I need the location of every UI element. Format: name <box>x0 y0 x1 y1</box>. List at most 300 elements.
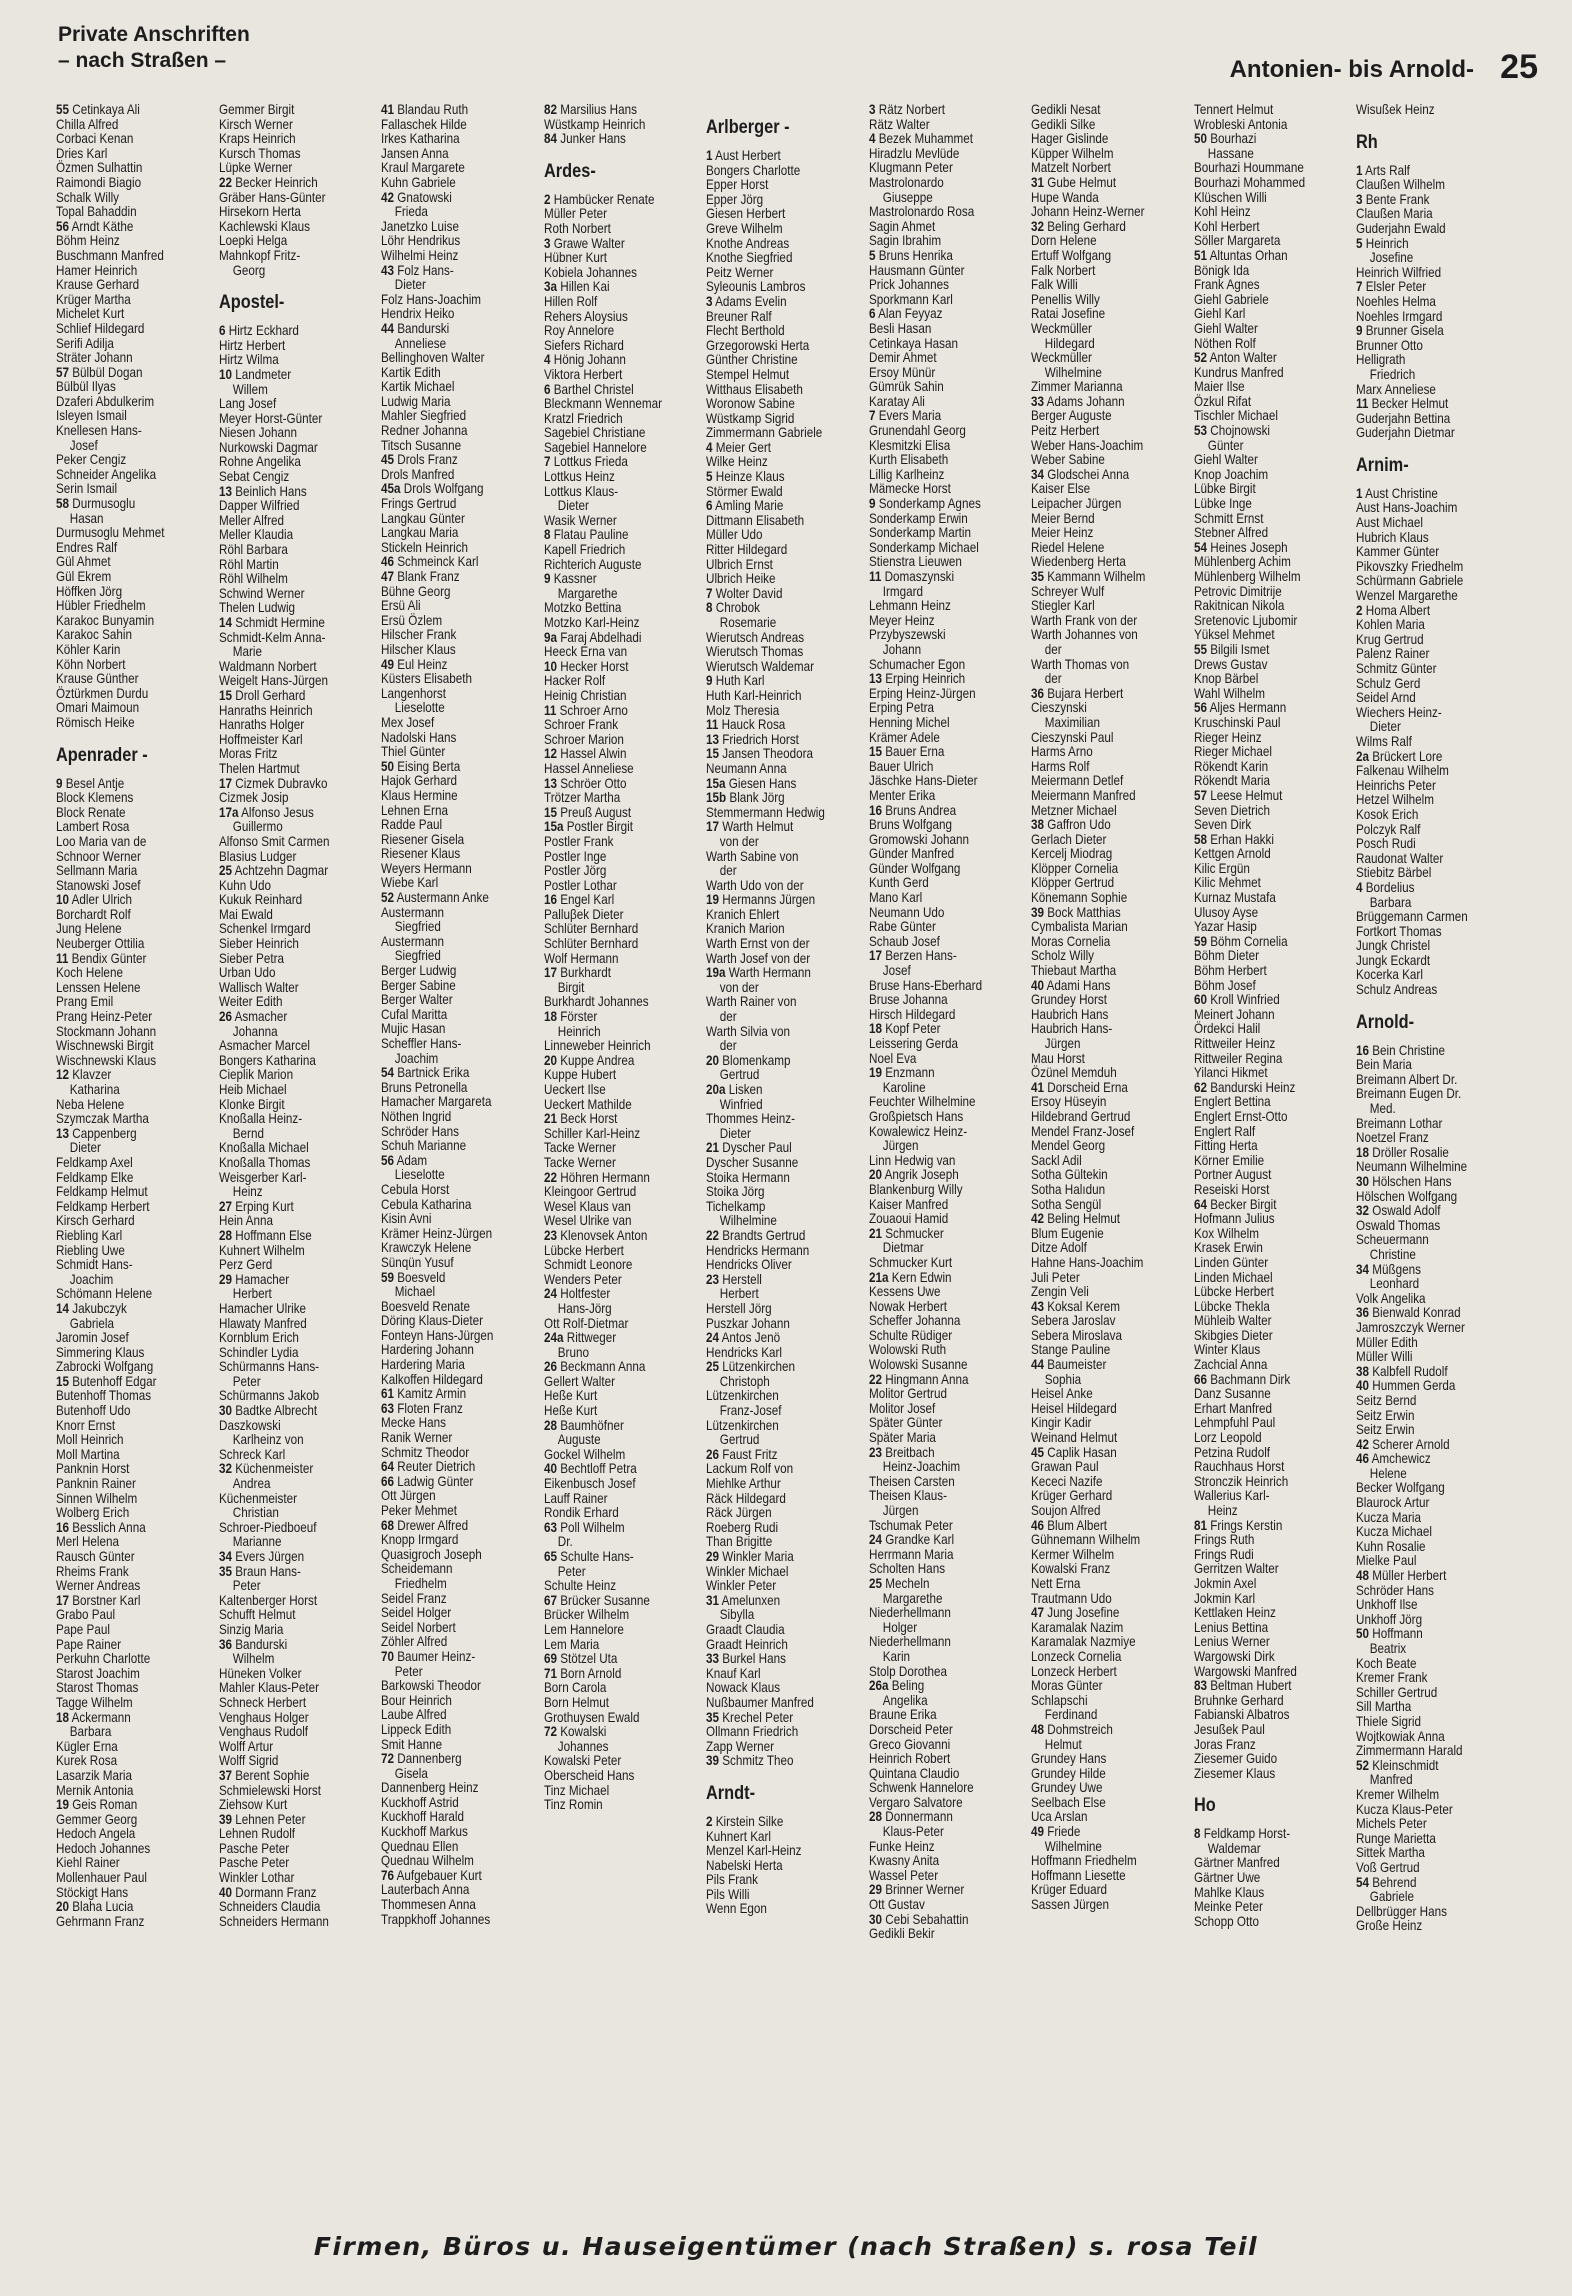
resident-entry: Neumann Wilhelmine <box>1356 1159 1468 1175</box>
resident-entry: 22 Hingmann Anna <box>869 1371 969 1387</box>
resident-entry: Englert Ralf <box>1194 1123 1256 1139</box>
resident-entry: Sieber Petra <box>219 950 284 966</box>
resident-entry: Kurth Elisabeth <box>869 452 949 468</box>
house-number: 20 <box>869 1167 883 1183</box>
house-number: 13 <box>544 775 558 791</box>
resident-entry: Epper Jörg <box>706 191 764 207</box>
resident-entry: 31 Amelunxen <box>706 1592 781 1608</box>
house-number: 5 <box>1356 235 1363 251</box>
resident-entry: 40 Bechtloff Petra <box>544 1461 637 1477</box>
resident-entry: Kermer Wilhelm <box>1031 1546 1115 1562</box>
resident-entry: Kratzl Friedrich <box>544 410 623 426</box>
resident-entry: Warth Rainer von <box>706 994 797 1010</box>
house-number: 3 <box>706 293 713 309</box>
resident-entry: Hamacher Margareta <box>381 1094 492 1110</box>
resident-entry: 51 Altuntas Orhan <box>1194 247 1288 263</box>
entry-continuation: Winfried <box>719 1096 763 1112</box>
resident-entry: 48 Dohmstreich <box>1031 1721 1113 1737</box>
resident-entry: 46 Amchewicz <box>1356 1451 1431 1467</box>
resident-entry: Riebling Karl <box>56 1227 123 1243</box>
entry-continuation: Dieter <box>719 1125 751 1141</box>
resident-entry: Wrobleski Antonia <box>1194 116 1288 132</box>
resident-entry: Tinz Michael <box>544 1782 610 1798</box>
resident-entry: Kleingoor Gertrud <box>544 1184 637 1200</box>
resident-entry: 55 Bilgili Ismet <box>1194 641 1270 657</box>
resident-entry: Winter Klaus <box>1194 1342 1261 1358</box>
resident-entry: Hamer Heinrich <box>56 262 138 278</box>
resident-entry: Kirsch Werner <box>219 116 293 132</box>
entry-continuation: Guillermo <box>232 819 283 835</box>
resident-entry: Postler Inge <box>544 848 607 864</box>
resident-entry: Kammer Günter <box>1356 544 1440 560</box>
resident-entry: Linden Michael <box>1194 1269 1273 1285</box>
resident-entry: Molitor Gertrud <box>869 1386 947 1402</box>
resident-entry: 40 Hummen Gerda <box>1356 1378 1456 1394</box>
resident-entry: Ditze Adolf <box>1031 1240 1087 1256</box>
resident-entry: Hendricks Karl <box>706 1344 783 1360</box>
house-number: 23 <box>869 1444 883 1460</box>
resident-entry: 24 Antos Jenö <box>706 1330 781 1346</box>
resident-entry: Kalkoffen Hildegard <box>381 1371 483 1387</box>
house-number: 24 <box>706 1330 720 1346</box>
resident-entry: Riedel Helene <box>1031 539 1105 555</box>
resident-entry: Schmitz Günter <box>1356 661 1437 676</box>
resident-entry: Rittweiler Heinz <box>1194 1036 1276 1051</box>
resident-entry: Borchardt Rolf <box>56 906 131 922</box>
house-number: 46 <box>381 554 395 570</box>
house-number: 67 <box>544 1592 558 1608</box>
resident-entry: 12 Klavzer <box>56 1067 112 1083</box>
resident-entry: Söller Margareta <box>1194 233 1281 249</box>
resident-entry: 38 Kalbfell Rudolf <box>1356 1363 1448 1379</box>
resident-entry: Burkhardt Johannes <box>544 994 649 1010</box>
house-number: 6 <box>219 323 226 339</box>
resident-entry: Meiermann Manfred <box>1031 787 1136 803</box>
resident-entry: Postler Lothar <box>544 877 617 893</box>
resident-entry: 50 Hoffmann <box>1356 1626 1423 1642</box>
resident-entry: Müller Edith <box>1356 1334 1418 1350</box>
resident-entry: Uca Arslan <box>1031 1809 1088 1825</box>
resident-entry: Sotha Gültekin <box>1031 1167 1108 1183</box>
house-number: 25 <box>219 863 233 879</box>
resident-entry: Schroer Frank <box>544 717 619 733</box>
house-number: 13 <box>706 731 720 747</box>
entry-continuation: von der <box>719 979 759 995</box>
resident-entry: 58 Durmusoglu <box>56 496 136 512</box>
resident-entry: Später Maria <box>869 1430 936 1446</box>
resident-entry: Lützenkirchen <box>706 1417 779 1433</box>
house-number: 65 <box>544 1549 558 1564</box>
resident-entry: Viktora Herbert <box>544 366 623 382</box>
resident-entry: Knothe Andreas <box>706 235 790 251</box>
entry-continuation: Hasan <box>69 510 104 526</box>
resident-entry: Bongers Katharina <box>219 1052 316 1068</box>
resident-entry: Daszkowski <box>219 1417 281 1433</box>
house-number: 31 <box>1031 174 1045 190</box>
resident-entry: Hübner Kurt <box>544 250 608 266</box>
resident-entry: Ziesemer Guido <box>1194 1751 1278 1767</box>
resident-entry: Rieger Michael <box>1194 744 1272 760</box>
entry-continuation: Helene <box>1369 1465 1407 1481</box>
house-number: 82 <box>544 103 558 117</box>
resident-entry: Schreck Karl <box>219 1446 286 1462</box>
resident-entry: Breimann Lothar <box>1356 1115 1443 1131</box>
house-number: 51 <box>1194 247 1208 263</box>
resident-entry: Ott Rolf-Dietmar <box>544 1315 629 1331</box>
house-number: 26 <box>219 1009 233 1025</box>
resident-entry: Grunendahl Georg <box>869 423 966 439</box>
resident-entry: Kirsch Gerhard <box>56 1213 135 1229</box>
resident-entry: 83 Beltman Hubert <box>1194 1678 1292 1694</box>
entry-continuation: der <box>1044 671 1062 687</box>
street-heading: Apostel- <box>219 292 285 314</box>
resident-entry: 24 Holtfester <box>544 1286 611 1302</box>
resident-entry: Ersü Ali <box>381 598 421 614</box>
resident-entry: 34 Evers Jürgen <box>219 1549 305 1564</box>
house-number: 54 <box>381 1065 395 1081</box>
resident-entry: Englert Bettina <box>1194 1094 1271 1110</box>
resident-entry: Gemmer Georg <box>56 1811 138 1827</box>
resident-entry: Hausmann Günter <box>869 262 965 278</box>
resident-entry: Knop Bärbel <box>1194 671 1259 687</box>
house-number: 66 <box>381 1473 395 1489</box>
resident-entry: Cieszynski <box>1031 700 1087 716</box>
resident-entry: 2 Kirstein Silke <box>706 1813 784 1829</box>
resident-entry: Wüstkamp Heinrich <box>544 116 646 132</box>
house-number: 14 <box>219 615 233 630</box>
resident-entry: Gellert Walter <box>544 1373 616 1389</box>
resident-entry: 25 Achtzehn Dagmar <box>219 863 329 879</box>
resident-entry: Sittek Martha <box>1356 1845 1425 1861</box>
resident-entry: Lillig Karlheinz <box>869 466 945 482</box>
resident-entry: Wierutsch Thomas <box>706 644 804 660</box>
resident-entry: Sotha Sengül <box>1031 1196 1102 1212</box>
resident-entry: Ziesemer Klaus <box>1194 1765 1276 1781</box>
resident-entry: 17 Warth Helmut <box>706 819 794 835</box>
house-number: 17 <box>706 819 720 835</box>
resident-entry: Peitz Werner <box>706 264 774 280</box>
resident-entry: Seitz Erwin <box>1356 1407 1415 1423</box>
resident-entry: 4 Bordelius <box>1356 879 1415 895</box>
resident-entry: Merl Helena <box>56 1534 120 1550</box>
entry-continuation: Holger <box>882 1619 918 1635</box>
house-number: 15 <box>869 744 883 760</box>
house-number: 22 <box>706 1227 720 1243</box>
resident-entry: Hager Gislinde <box>1031 131 1109 147</box>
resident-entry: Stebner Alfred <box>1194 525 1269 541</box>
resident-entry: Penellis Willy <box>1031 291 1100 307</box>
resident-entry: 10 Landmeter <box>219 366 292 382</box>
resident-entry: Frings Gertrud <box>381 496 457 512</box>
resident-entry: Kisin Avni <box>381 1211 432 1227</box>
resident-entry: Gül Ahmet <box>56 554 111 570</box>
resident-entry: Warth Sabine von <box>706 848 799 864</box>
resident-entry: Theisen Carsten <box>869 1473 955 1489</box>
resident-entry: Bruhnke Gerhard <box>1194 1692 1284 1708</box>
resident-entry: 36 Bujara Herbert <box>1031 685 1124 701</box>
resident-entry: Titsch Susanne <box>381 437 462 453</box>
house-number: 17 <box>869 948 883 964</box>
resident-entry: Greco Giovanni <box>869 1736 951 1752</box>
resident-entry: Stolp Dorothea <box>869 1663 947 1679</box>
resident-entry: Sünqün Yusuf <box>381 1254 454 1270</box>
resident-entry: 49 Friede <box>1031 1824 1081 1840</box>
resident-entry: 52 Kleinschmidt <box>1356 1757 1439 1773</box>
resident-entry: Koch Beate <box>1356 1655 1417 1671</box>
resident-entry: Krüger Eduard <box>1031 1882 1108 1898</box>
entry-continuation: Klaus-Peter <box>882 1824 944 1840</box>
street-heading: Ardes- <box>544 160 596 182</box>
resident-entry: Nurkowski Dagmar <box>219 439 318 455</box>
resident-entry: 46 Blum Albert <box>1031 1517 1108 1533</box>
resident-entry: Trötzer Martha <box>544 790 621 806</box>
street-heading: Arlberger - <box>706 117 790 138</box>
resident-entry: Yilanci Hikmet <box>1194 1065 1268 1081</box>
resident-entry: Ollmann Friedrich <box>706 1724 799 1740</box>
resident-entry: Theisen Klaus- <box>869 1488 947 1504</box>
resident-entry: Kettlaken Heinz <box>1194 1605 1276 1621</box>
resident-entry: Sträter Johann <box>56 350 133 366</box>
entry-continuation: Dr. <box>557 1534 573 1550</box>
house-number: 46 <box>1031 1517 1045 1533</box>
resident-entry: 40 Dormann Franz <box>219 1884 317 1900</box>
resident-entry: 9 Kassner <box>544 571 597 587</box>
resident-entry: Heinrichs Peter <box>1356 777 1436 793</box>
resident-entry: Gühnemann Wilhelm <box>1031 1532 1141 1548</box>
resident-entry: Lang Josef <box>219 396 277 412</box>
house-number: 9 <box>1356 323 1363 339</box>
house-number: 36 <box>219 1636 233 1652</box>
resident-entry: Wolff Artur <box>219 1738 274 1754</box>
resident-entry: 71 Born Arnold <box>544 1665 622 1681</box>
resident-entry: 22 Brandts Gertrud <box>706 1227 806 1243</box>
resident-entry: Grabo Paul <box>56 1607 116 1623</box>
resident-entry: Große Heinz <box>1356 1918 1423 1934</box>
house-number: 12 <box>544 746 558 762</box>
resident-entry: Fabianski Albatros <box>1194 1707 1290 1723</box>
resident-entry: Zimmermann Gabriele <box>706 425 823 441</box>
resident-entry: Lehmann Heinz <box>869 598 951 614</box>
resident-entry: Funke Heinz <box>869 1838 935 1854</box>
resident-entry: Polczyk Ralf <box>1356 821 1421 837</box>
resident-entry: 2 Hambücker Renate <box>544 191 655 207</box>
resident-entry: Graadt Heinrich <box>706 1636 788 1652</box>
resident-entry: 39 Bock Matthias <box>1031 904 1121 920</box>
house-number: 39 <box>219 1811 233 1827</box>
house-number: 35 <box>1031 569 1045 584</box>
resident-entry: Seitz Bernd <box>1356 1392 1417 1408</box>
entry-continuation: Johannes <box>557 1738 609 1754</box>
entry-continuation: der <box>1044 641 1062 657</box>
house-number: 63 <box>544 1519 558 1535</box>
resident-entry: Schmidt Leonore <box>544 1257 633 1273</box>
resident-entry: Boesveld Renate <box>381 1298 471 1314</box>
resident-entry: Schulz Gerd <box>1356 675 1421 691</box>
resident-entry: Weber Hans-Joachim <box>1031 437 1144 453</box>
resident-entry: Trautmann Udo <box>1031 1590 1112 1606</box>
resident-entry: Austermann <box>381 933 445 949</box>
house-number: 31 <box>706 1592 720 1608</box>
resident-entry: Scheffer Johanna <box>869 1313 961 1329</box>
entry-continuation: Christoph <box>719 1373 770 1389</box>
resident-entry: Weiter Edith <box>219 994 283 1010</box>
resident-entry: Prang Emil <box>56 994 114 1010</box>
resident-entry: Ördekci Halil <box>1194 1021 1261 1037</box>
resident-entry: Klüschen Willi <box>1194 189 1267 205</box>
house-number: 12 <box>56 1067 70 1083</box>
resident-entry: Öztürkmen Durdu <box>56 685 149 701</box>
house-number: 33 <box>706 1651 720 1667</box>
resident-entry: Gedikli Nesat <box>1031 103 1101 117</box>
resident-entry: Rabe Günter <box>869 919 936 935</box>
resident-entry: Cufal Maritta <box>381 1006 448 1022</box>
resident-entry: 7 Elsler Peter <box>1356 279 1427 295</box>
house-number: 9 <box>706 673 713 689</box>
resident-entry: Gehrmann Franz <box>56 1913 145 1929</box>
house-number: 49 <box>381 656 395 672</box>
resident-entry: Wischnewski Birgit <box>56 1038 154 1054</box>
house-number: 58 <box>56 496 70 512</box>
resident-entry: Venghaus Holger <box>219 1709 309 1725</box>
house-number: 71 <box>544 1665 558 1681</box>
resident-entry: 33 Adams Johann <box>1031 393 1125 409</box>
resident-entry: Ulbrich Heike <box>706 571 776 587</box>
resident-entry: Michelet Kurt <box>56 306 125 322</box>
resident-entry: Graadt Claudia <box>706 1621 785 1637</box>
resident-entry: 1 Aust Herbert <box>706 148 781 163</box>
resident-entry: Tacke Werner <box>544 1154 616 1170</box>
resident-entry: Mendel Franz-Josef <box>1031 1123 1135 1139</box>
resident-entry: Folz Hans-Joachim <box>381 291 482 307</box>
resident-entry: Stiegler Karl <box>1031 598 1095 614</box>
entry-continuation: Hildegard <box>1044 335 1095 351</box>
resident-entry: Neba Helene <box>56 1096 125 1112</box>
resident-entry: 6 Barthel Christel <box>544 381 634 397</box>
resident-entry: 13 Cappenberg <box>56 1125 137 1141</box>
resident-entry: Gerlach Dieter <box>1031 831 1107 847</box>
entry-continuation: Gabriele <box>1369 1889 1414 1905</box>
resident-entry: Kucza Maria <box>1356 1509 1421 1525</box>
resident-entry: Ott Gustav <box>869 1897 925 1913</box>
entry-continuation: Josefine <box>1369 250 1414 266</box>
resident-entry: Kobiela Johannes <box>544 264 637 280</box>
entry-continuation: Peter <box>557 1563 586 1579</box>
resident-entry: Linden Günter <box>1194 1254 1269 1270</box>
resident-entry: Heisel Hildegard <box>1031 1400 1117 1416</box>
resident-entry: Pape Paul <box>56 1621 110 1637</box>
resident-entry: Kuckhoff Harald <box>381 1809 464 1825</box>
resident-entry: Henning Michel <box>869 714 950 730</box>
resident-entry: Matzelt Norbert <box>1031 160 1111 176</box>
resident-entry: Bruns Wolfgang <box>869 817 952 833</box>
resident-entry: Ratai Josefine <box>1031 306 1106 322</box>
house-number: 16 <box>1356 1042 1370 1058</box>
resident-entry: Großpietsch Hans <box>869 1108 964 1124</box>
resident-entry: Küpper Wilhelm <box>1031 145 1114 161</box>
resident-entry: Guderjahn Ewald <box>1356 220 1446 236</box>
house-number: 41 <box>1031 1079 1045 1095</box>
resident-entry: Küsters Elisabeth <box>381 671 472 687</box>
resident-entry: Bourhazi Mohammed <box>1194 174 1306 190</box>
entry-continuation: Josef <box>882 963 911 979</box>
house-number: 48 <box>1031 1721 1045 1737</box>
resident-entry: Karakoc Sahin <box>56 627 133 643</box>
header-title <box>58 22 250 74</box>
resident-entry: Warth Udo von der <box>706 877 804 893</box>
entry-continuation: Bruno <box>557 1344 589 1360</box>
resident-entry: Raimondi Biagio <box>56 174 142 190</box>
resident-entry: Blankenburg Willy <box>869 1181 963 1197</box>
resident-entry: Loo Maria van de <box>56 833 147 849</box>
resident-entry: Schürmanns Jakob <box>219 1388 320 1404</box>
house-number: 52 <box>381 890 395 906</box>
resident-entry: Hillen Rolf <box>544 293 598 309</box>
resident-entry: Nowak Herbert <box>869 1298 947 1314</box>
house-number: 66 <box>1194 1371 1208 1387</box>
resident-entry: Helligrath <box>1356 352 1406 368</box>
resident-entry: Sagebiel Christiane <box>544 425 646 441</box>
resident-entry: Rieger Heinz <box>1194 729 1262 745</box>
resident-entry: Johann Heinz-Werner <box>1031 204 1145 220</box>
house-number: 11 <box>869 569 882 584</box>
resident-entry: 54 Bartnick Erika <box>381 1065 470 1081</box>
house-number: 18 <box>869 1021 883 1037</box>
resident-entry: Hubrich Klaus <box>1356 529 1429 545</box>
resident-entry: Warth Ernst von der <box>706 936 810 952</box>
house-number: 76 <box>381 1867 395 1883</box>
resident-entry: 9 Huth Karl <box>706 673 765 689</box>
house-number: 54 <box>1356 1874 1370 1890</box>
resident-entry: Nabelski Herta <box>706 1857 783 1873</box>
resident-entry: Irkes Katharina <box>381 131 460 147</box>
resident-entry: 50 Bourhazi <box>1194 131 1257 147</box>
resident-entry: 9 Brunner Gisela <box>1356 323 1444 339</box>
resident-entry: Stemmermann Hedwig <box>706 804 825 820</box>
resident-entry: Kessens Uwe <box>869 1284 941 1300</box>
resident-entry: Herrmann Maria <box>869 1546 954 1562</box>
resident-entry: 12 Hassel Alwin <box>544 746 627 762</box>
resident-entry: 11 Hauck Rosa <box>706 717 786 733</box>
resident-entry: Mollenhauer Paul <box>56 1870 147 1886</box>
resident-entry: 23 Klenovsek Anton <box>544 1227 648 1243</box>
resident-entry: Alfonso Smit Carmen <box>219 833 330 849</box>
house-number: 43 <box>1031 1298 1045 1314</box>
resident-entry: Feldkamp Helmut <box>56 1184 148 1200</box>
house-number: 15b <box>706 790 727 806</box>
resident-entry: Günder Manfred <box>869 846 955 862</box>
resident-entry: Kocerka Karl <box>1356 967 1423 983</box>
resident-entry: Tinz Romin <box>544 1797 603 1813</box>
resident-entry: 19 Hermanns Jürgen <box>706 892 816 908</box>
resident-entry: Nöthen Ingrid <box>381 1108 452 1124</box>
house-number: 17 <box>544 965 558 981</box>
resident-entry: Falk Norbert <box>1031 262 1096 278</box>
resident-entry: Klaus Hermine <box>381 787 458 803</box>
resident-entry: 17 Borstner Karl <box>56 1592 141 1608</box>
resident-entry: 20 Angrik Joseph <box>869 1167 959 1183</box>
resident-entry: Hanraths Holger <box>219 717 305 733</box>
resident-entry: Räck Hildegard <box>706 1490 786 1506</box>
resident-entry: Sporkmann Karl <box>869 291 953 307</box>
resident-entry: Heeck Erna van <box>544 644 628 660</box>
resident-entry: Menzel Karl-Heinz <box>706 1843 802 1859</box>
resident-entry: Palluβek Dieter <box>544 906 624 922</box>
entry-continuation: Heinz <box>1207 1503 1238 1518</box>
resident-entry: Asmacher Marcel <box>219 1038 310 1054</box>
house-number: 54 <box>1194 539 1208 555</box>
resident-entry: Heße Kurt <box>544 1388 598 1404</box>
resident-entry: Wilms Ralf <box>1356 733 1412 749</box>
